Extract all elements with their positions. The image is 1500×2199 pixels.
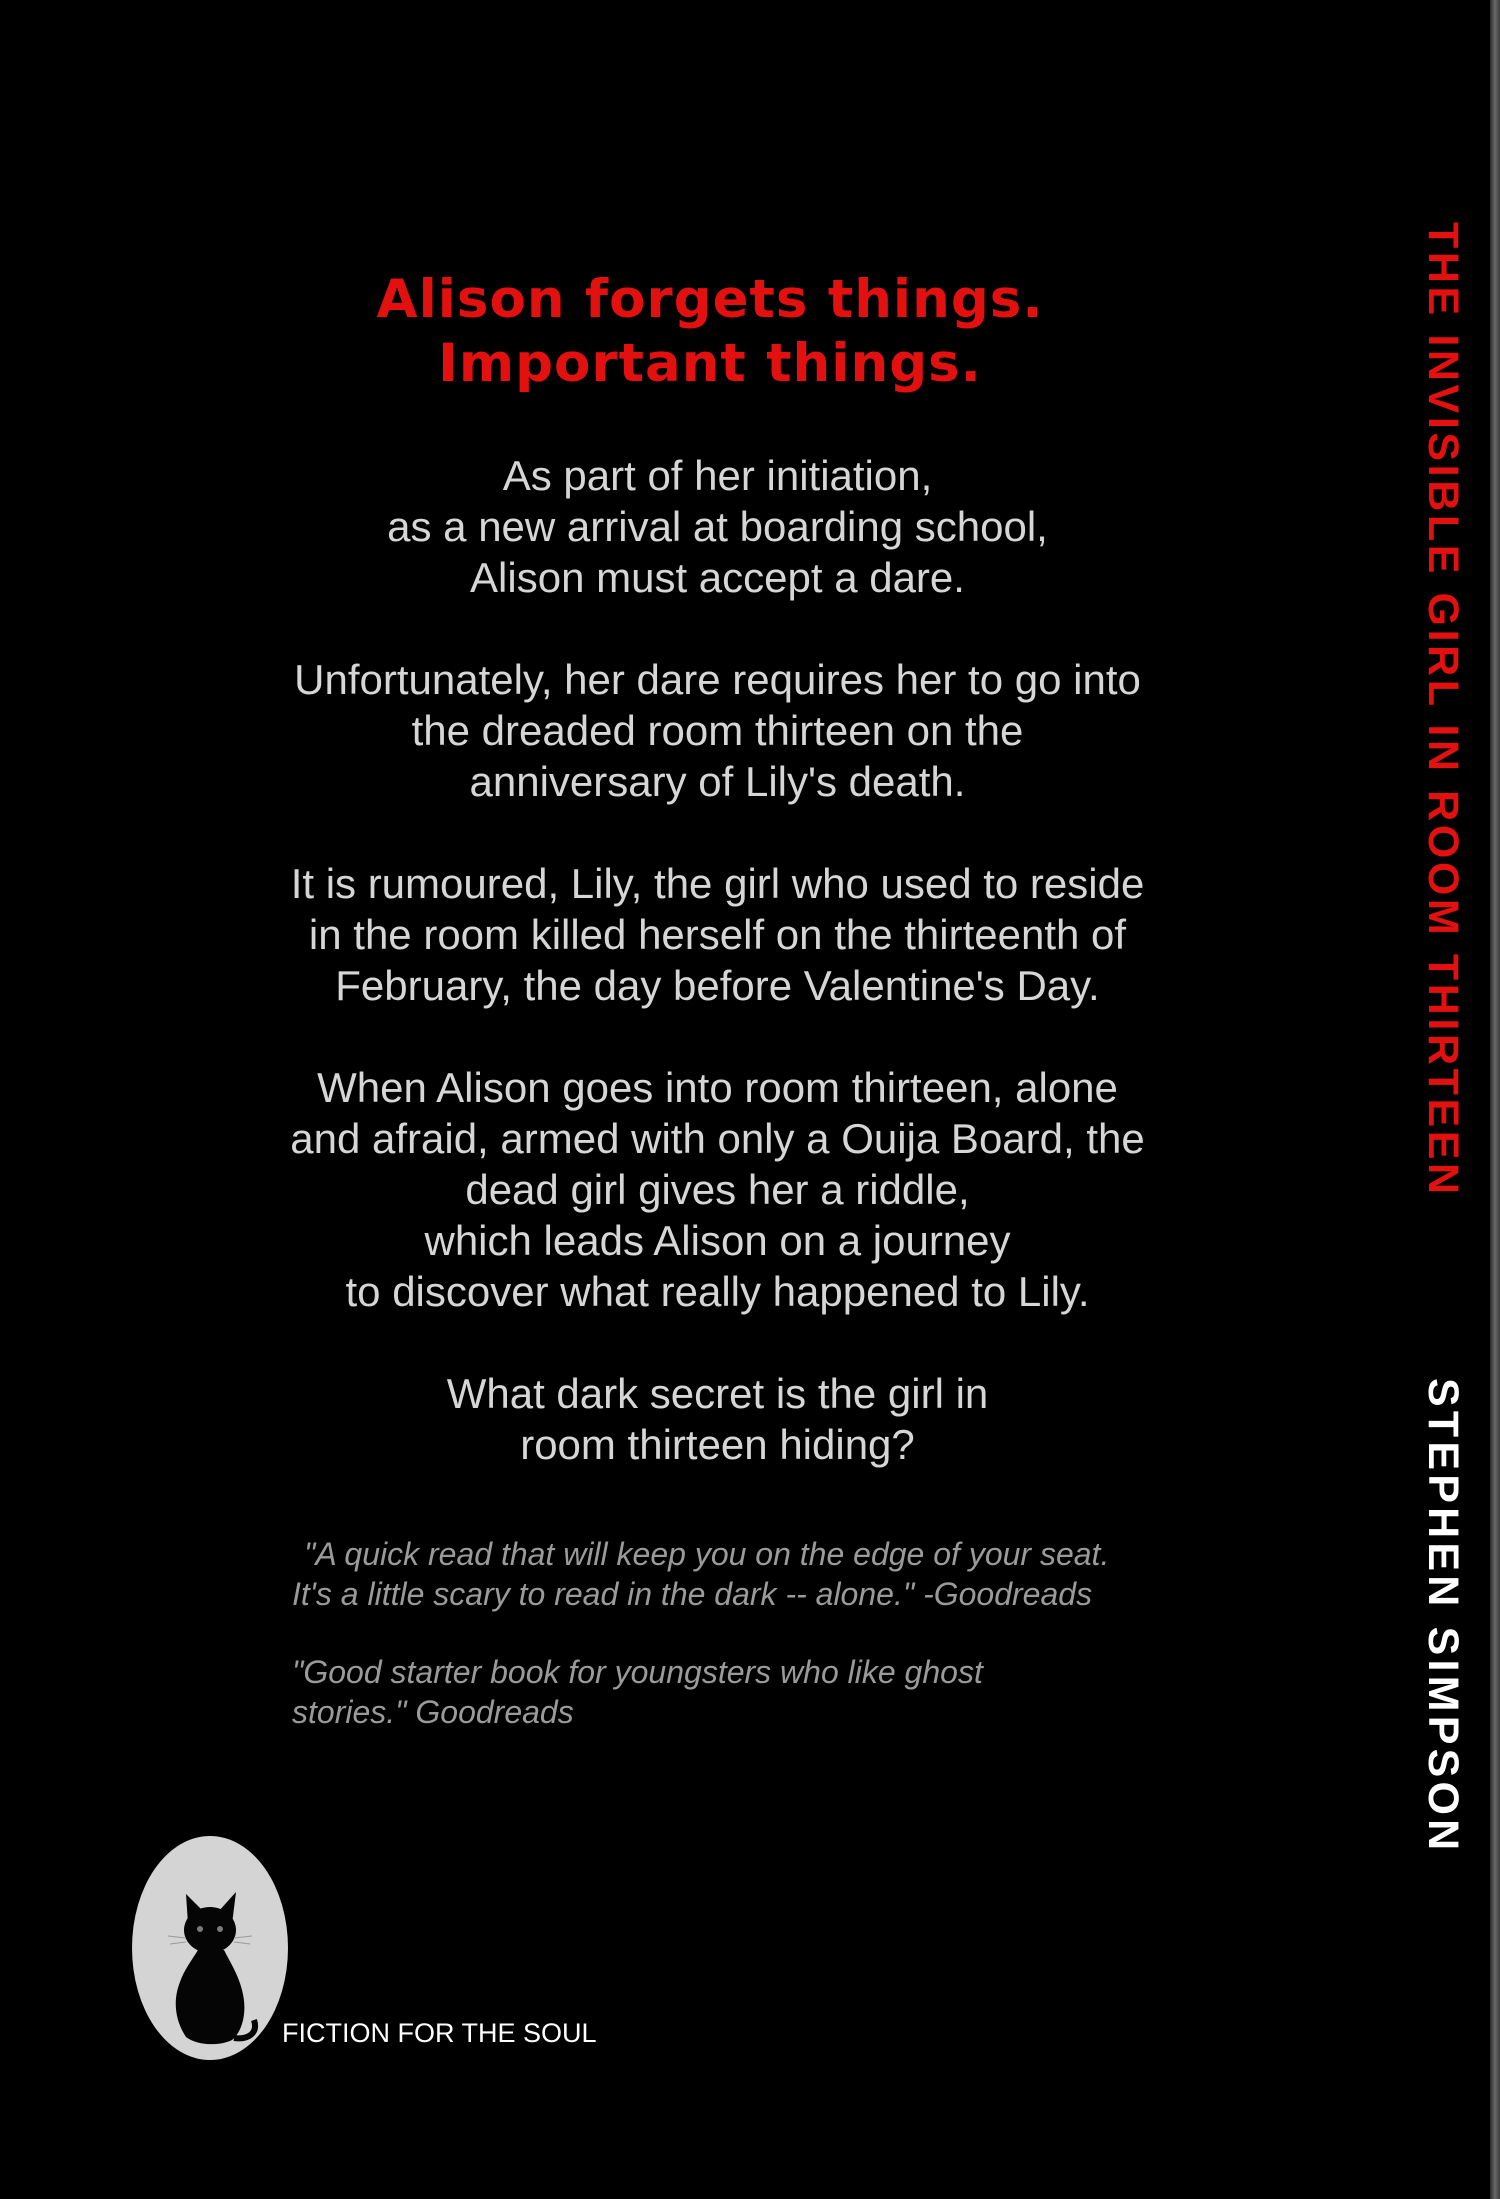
blurb-line: and afraid, armed with only a Ouija Board, the <box>290 1115 1145 1162</box>
spine-edge <box>1490 0 1500 2199</box>
headline <box>250 268 1170 396</box>
black-cat-icon <box>128 1832 293 2065</box>
blurb-line: the dreaded room thirteen on the <box>411 707 1024 754</box>
blurb-line: As part of her initiation, <box>502 452 933 499</box>
imprint-name: FICTION FOR THE SOUL <box>282 2018 597 2048</box>
blurb-line: in the room killed herself on the thirteenth of <box>308 911 1127 958</box>
review-line: stories." Goodreads <box>292 1694 574 1730</box>
review-quotes <box>292 1534 1242 1770</box>
blurb-paragraph <box>200 1062 1235 1317</box>
review-quote <box>292 1534 1242 1614</box>
headline-line: Alison forgets things. <box>376 269 1044 330</box>
blurb-line: which leads Alison on a journey <box>424 1217 1011 1264</box>
blurb-line: When Alison goes into room thirteen, alone <box>317 1064 1118 1111</box>
blurb-line: anniversary of Lily's death. <box>469 758 966 805</box>
spine-author: STEPHEN SIMPSON <box>1419 1378 1467 1855</box>
spine-title: THE INVISIBLE GIRL IN ROOM THIRTEEN <box>1419 222 1467 1198</box>
blurb-line: February, the day before Valentine's Day. <box>335 962 1100 1009</box>
blurb-line: to discover what really happened to Lily. <box>345 1268 1090 1315</box>
blurb-line: dead girl gives her a riddle, <box>465 1166 970 1213</box>
blurb <box>200 450 1235 1521</box>
review-line: "Good starter book for youngsters who like ghost <box>292 1654 983 1690</box>
blurb-line: room thirteen hiding? <box>520 1421 915 1468</box>
blurb-paragraph <box>200 450 1235 603</box>
blurb-line: It is rumoured, Lily, the girl who used to reside <box>290 860 1145 907</box>
headline-line: Important things. <box>438 333 982 394</box>
blurb-paragraph <box>200 1368 1235 1470</box>
blurb-paragraph <box>200 654 1235 807</box>
blurb-line: as a new arrival at boarding school, <box>387 503 1048 550</box>
blurb-line: What dark secret is the girl in <box>446 1370 989 1417</box>
review-line: "A quick read that will keep you on the edge of your seat. <box>304 1536 1110 1572</box>
review-line: It's a little scary to read in the dark -- alone." -Goodreads <box>292 1576 1093 1612</box>
blurb-line: Unfortunately, her dare requires her to go into <box>294 656 1141 703</box>
blurb-line: Alison must accept a dare. <box>470 554 965 601</box>
review-quote <box>292 1652 1242 1732</box>
blurb-paragraph <box>200 858 1235 1011</box>
